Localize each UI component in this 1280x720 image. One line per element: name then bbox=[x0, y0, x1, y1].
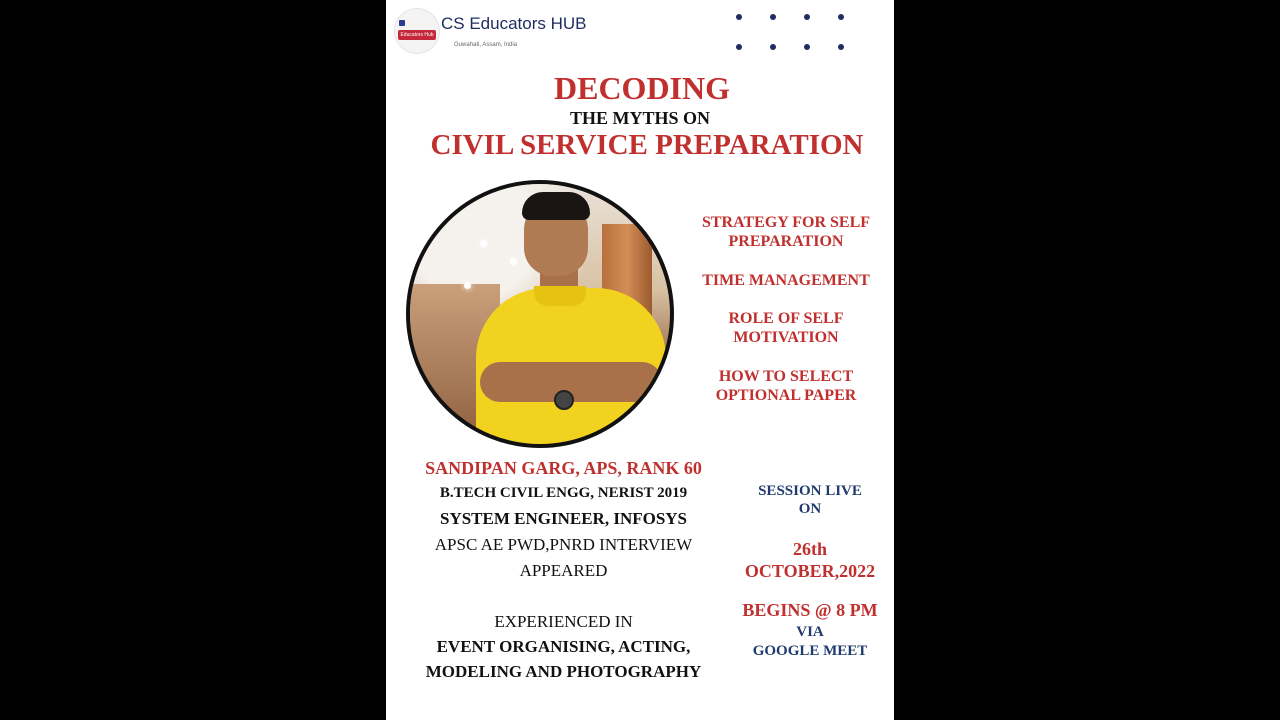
dot-icon bbox=[736, 44, 742, 50]
session-live-line: ON bbox=[798, 501, 822, 517]
activities-line: EVENT ORGANISING, ACTING, bbox=[436, 637, 691, 656]
session-live-line: SESSION LIVE bbox=[758, 483, 862, 499]
ceiling-light-icon bbox=[510, 258, 517, 265]
session-day: 26th bbox=[792, 539, 827, 559]
dot-icon bbox=[838, 44, 844, 50]
topic-item: HOW TO SELECT OPTIONAL PAPER bbox=[715, 368, 857, 404]
session-month-year: OCTOBER,2022 bbox=[744, 561, 876, 581]
session-live-label bbox=[726, 482, 894, 518]
speaker-name: SANDIPAN GARG, APS, RANK 60 bbox=[425, 458, 702, 478]
speaker-photo bbox=[406, 180, 674, 448]
logo-badge bbox=[394, 8, 440, 54]
dots-decoration bbox=[736, 14, 846, 54]
dot-icon bbox=[770, 44, 776, 50]
speaker-interview-cont: APPEARED bbox=[519, 561, 608, 580]
dot-icon bbox=[736, 14, 742, 20]
person-collar bbox=[534, 286, 586, 306]
logo-badge-text: Educators Hub bbox=[400, 32, 434, 38]
dot-icon bbox=[804, 14, 810, 20]
activities-line: MODELING AND PHOTOGRAPHY bbox=[425, 662, 702, 681]
logo-bar bbox=[398, 30, 436, 40]
topic-item: TIME MANAGEMENT bbox=[702, 272, 870, 289]
topic-item: STRATEGY FOR SELF PREPARATION bbox=[701, 214, 871, 250]
ceiling-light-icon bbox=[480, 240, 487, 247]
ceiling-light-icon bbox=[464, 282, 471, 289]
session-via: VIA bbox=[796, 624, 824, 640]
watch-icon bbox=[554, 390, 574, 410]
topic-list bbox=[684, 213, 888, 425]
poster bbox=[386, 0, 894, 720]
title-myths: THE MYTHS ON bbox=[569, 108, 711, 128]
experience-label: EXPERIENCED IN bbox=[494, 612, 633, 631]
speaker-interview: APSC AE PWD,PNRD INTERVIEW bbox=[434, 535, 693, 554]
session-time: BEGINS @ 8 PM bbox=[742, 600, 878, 620]
brand-location: Guwahati, Assam, India bbox=[454, 42, 518, 48]
title-decoding: DECODING bbox=[553, 70, 730, 106]
dot-icon bbox=[804, 44, 810, 50]
flag-icon bbox=[399, 20, 405, 26]
speaker-job: SYSTEM ENGINEER, INFOSYS bbox=[439, 509, 688, 528]
dot-icon bbox=[838, 14, 844, 20]
person-hair bbox=[522, 192, 590, 220]
speaker-education: B.TECH CIVIL ENGG, NERIST 2019 bbox=[439, 485, 688, 501]
brand-name: CS Educators HUB bbox=[441, 14, 587, 33]
title-civil-service: CIVIL SERVICE PREPARATION bbox=[430, 129, 864, 161]
dot-icon bbox=[770, 14, 776, 20]
topic-item: ROLE OF SELF MOTIVATION bbox=[728, 310, 844, 346]
session-platform: GOOGLE MEET bbox=[752, 643, 868, 659]
